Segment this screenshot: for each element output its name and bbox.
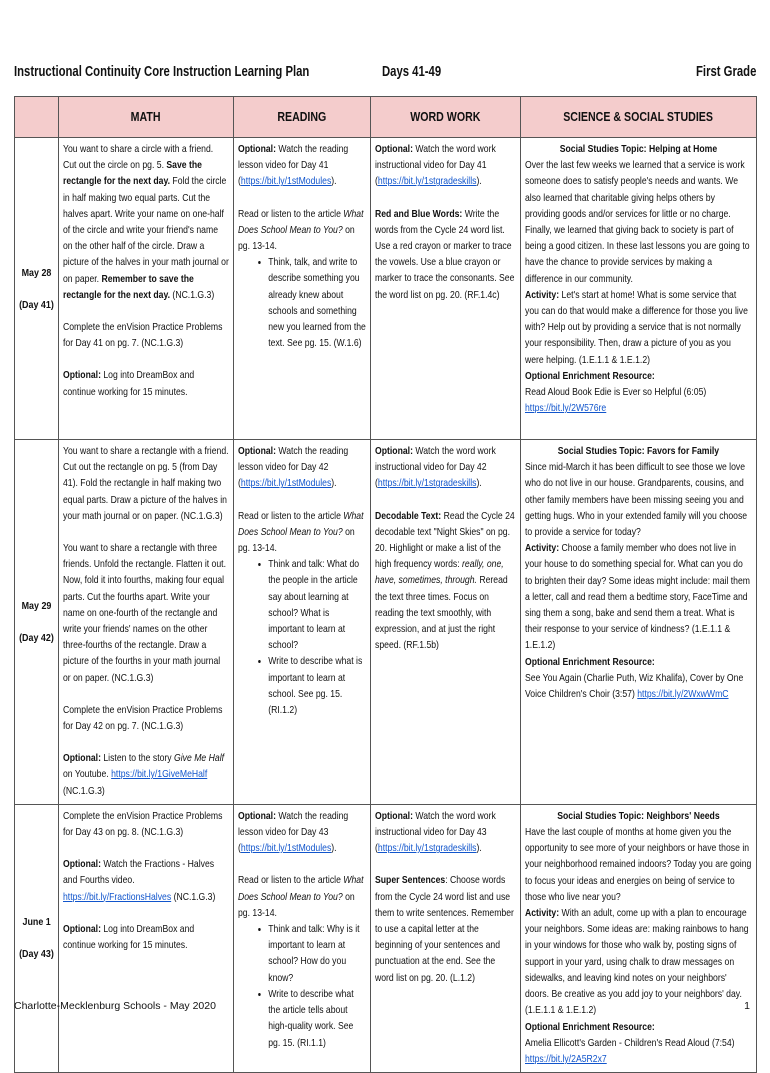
enrichment-link[interactable]: https://bit.ly/2W576re [525, 403, 607, 415]
word-work-video-link[interactable]: https://bit.ly/1stgradeskills [377, 478, 477, 490]
column-header-reading: READING [234, 97, 371, 138]
math-cell: You want to share a rectangle with a friend. Cut out the rectangle on pg. 5 (from Day 41). Fold the rectangle in half making two equal parts. Draw a picture of the halves in your math journal or on paper. (NC.1.G.3) You want to share a rectangle with three friends. Unfold the rectangle. Flatten it out. Now, fold it into fourths, making four equal parts. Cut the fourths apart. Write your name on one-fourth of the rectangle and write your friends' names on the other three-fourths of the rectangle. Draw a picture of the fourths in your math journal or on paper. (NC.1.G.3) Complete the enVision Practice Problems for Day 42 on pg. 7. (NC.1.G.3) Optional: Listen to the story Give Me Half on Youtube. https://bit.ly/1GiveMeHalf (NC.1.G.3) [59, 440, 234, 805]
science-cell: Social Studies Topic: Neighbors' Needs Have the last couple of months at home given you the opportunity to see more of your neighbors or have those in your neighborhood remained indoors? Today you are going to focus your ideas and energies on being of service to those who live near you? Activity: With an adult, come up with a plan to encourage your neighbors. Some ideas are: making rainbows to hang in your windows for those who walk by, posting signs of support in your yard, using chalk to draw messages on sidewalks, and leaving kind notes on your neighbors' doors. Be creative as you add joy to your neighbors' day. (1.E.1.1 & 1.E.1.2) Optional Enrichment Resource: Amelia Ellicott's Garden - Children's Read Aloud (7:54) https://bit.ly/2A5R2x7 [521, 804, 757, 1072]
math-cell: Complete the enVision Practice Problems for Day 43 on pg. 8. (NC.1.G.3) Optional: Watch the Fractions - Halves and Fourths video. https://bit.ly/FractionsHalves (NC.1.G.3) Optional: Log into DreamBox and continue working for 15 minutes. [59, 804, 234, 1072]
math-cell: You want to share a circle with a friend. Cut out the circle on pg. 5. Save the rectangle for the next day. Fold the circle in half making two equal parts. Cut the halves apart. Write your name on one-half of the circle and write your friend's name on the other half of the circle. Draw a picture of the halves in your math journal or on paper. Remember to save the rectangle for the next day. (NC.1.G.3) Complete the enVision Practice Problems for Day 41 on pg. 7. (NC.1.G.3) Optional: Log into DreamBox and continue working for 15 minutes. [59, 138, 234, 440]
page-number: 1 [744, 1000, 750, 1012]
topic-title: Social Studies Topic: Helping at Home [559, 144, 718, 155]
header-blank [15, 97, 59, 138]
science-cell: Social Studies Topic: Favors for Family Since mid-March it has been difficult to see those we love who do not live in our house. Grandparents, cousins, and other family members have been missing seeing you and getting hugs. Who in your extended family will you choose to provide a service for today? Activity: Choose a family member who does not live in your house to do something special for. What can you do to brighten their day? Some ideas might include: mail them a letter, call and read them a bedtime story, FaceTime and sing them a song, bake and send them a treat. What is their response to your service of kindness? (1.E.1.1 & 1.E.1.2) Optional Enrichment Resource: See You Again (Charlie Puth, Wiz Khalifa), Cover by One Voice Children's Choir (3:57) https://bit.ly/2WxwWmC [521, 440, 757, 805]
word-work-cell: Optional: Watch the word work instructional video for Day 42 (https://bit.ly/1stgradeskills). Decodable Text: Read the Cycle 24 decodable text "Night Skies" on pg. 20. Highlight or make a list of the high frequency words: really, one, have, sometimes, through. Reread the text three times. Focus on reading the text smoothly, with expression, and at just the right speed. (RF.1.5b) [371, 440, 521, 805]
day-cell [15, 440, 59, 805]
word-work-cell: Optional: Watch the word work instructional video for Day 41 (https://bit.ly/1stgradeskills). Red and Blue Words: Write the words from the Cycle 24 word list. Use a red crayon or marker to trace the vowels. Use a blue crayon or marker to trace the consonants. See the word list on pg. 20. (RF.1.4c) [371, 138, 521, 440]
document-header [14, 64, 756, 84]
list-item: • Think, talk, and write to describe something you already knew about schools and something new you learned from the text. See pg. 15. (W.1.6) [268, 255, 366, 352]
topic-title: Social Studies Topic: Favors for Family [557, 446, 720, 457]
day-label: (Day 41) [19, 298, 54, 311]
fractions-video-link[interactable]: https://bit.ly/FractionsHalves [63, 891, 172, 903]
reading-cell: Optional: Watch the reading lesson video for Day 42 (https://bit.ly/1stModules). Read or listen to the article What Does School Mean to You? on pg. 13-14. • Think and talk: What do the people in the article say about learning at school? What is important to learn at school? • Write to describe what is important to learn at school. See pg. 15. (RI.1.2) [234, 440, 371, 805]
plan-title: Instructional Continuity Core Instruction Learning Plan [14, 64, 310, 80]
day-cell [15, 138, 59, 440]
table-row [15, 138, 757, 440]
science-cell: Social Studies Topic: Helping at Home Over the last few weeks we learned that a service is work someone does to satisfy people's needs and wants. We also learned that charitable giving helps others by providing goods and/or services for little or no charge. Finally, we learned that giving back to society is part of being a good citizen. In these last lessons you are going to have the chance to provide services by making a difference in our community. Activity: Let's start at home! What is some service that you can do that would make a difference for those you live with? Help out by providing a service that is not normally your responsibility. Then, draw a picture of you as you were helping. (1.E.1.1 & 1.E.1.2) Optional Enrichment Resource: Read Aloud Book Edie is Ever so Helpful (6:05) https://bit.ly/2W576re [521, 138, 757, 440]
word-work-video-link[interactable]: https://bit.ly/1stgradeskills [377, 843, 477, 855]
table-header-row [15, 97, 757, 138]
reading-cell: Optional: Watch the reading lesson video for Day 43 (https://bit.ly/1stModules). Read or listen to the article What Does School Mean to You? on pg. 13-14. • Think and talk: Why is it important to learn at school? How do you know? • Write to describe what the article tells about high-quality work. See pg. 15. (RI.1.1) [234, 804, 371, 1072]
list-item: • Write to describe what the article tells about high-quality work. See pg. 15. (RI.1.1) [268, 987, 366, 1052]
days-range: Days 41-49 [382, 64, 442, 80]
day-label: (Day 43) [19, 948, 54, 961]
date-label: May 28 [21, 266, 52, 279]
reading-cell: Optional: Watch the reading lesson video for Day 41 (https://bit.ly/1stModules). Read or listen to the article What Does School Mean to You? on pg. 13-14. • Think, talk, and write to describe something you already knew about schools and something new you learned from the text. See pg. 15. (W.1.6) [234, 138, 371, 440]
column-header-word-work: WORD WORK [371, 97, 521, 138]
topic-title: Social Studies Topic: Neighbors' Needs [557, 810, 720, 822]
enrichment-link[interactable]: https://bit.ly/2A5R2x7 [525, 1053, 607, 1065]
table-row [15, 440, 757, 805]
date-label: May 29 [21, 599, 52, 612]
grade-level: First Grade [695, 64, 756, 80]
reading-video-link[interactable]: https://bit.ly/1stModules [240, 478, 332, 490]
list-item: • Think and talk: Why is it important to learn at school? How do you know? [268, 922, 366, 987]
list-item: • Write to describe what is important to learn at school. See pg. 15. (RI.1.2) [268, 654, 366, 719]
learning-plan-table [14, 96, 757, 1073]
word-work-cell: Optional: Watch the word work instructional video for Day 43 (https://bit.ly/1stgradeskills). Super Sentences: Choose words from the Cycle 24 word list and use them to write sentences. Remember to use a capital letter at the beginning of your sentences and punctuation at the end. See the word list on pg. 20. (L.1.2) [371, 804, 521, 1072]
reading-video-link[interactable]: https://bit.ly/1stModules [240, 843, 332, 855]
footer-text: Charlotte-Mecklenburg Schools - May 2020 [14, 1000, 216, 1012]
day-cell [15, 804, 59, 1072]
date-label: June 1 [22, 916, 51, 929]
enrichment-link[interactable]: https://bit.ly/2WxwWmC [637, 689, 729, 701]
word-work-video-link[interactable]: https://bit.ly/1stgradeskills [377, 176, 477, 188]
story-video-link[interactable]: https://bit.ly/1GiveMeHalf [111, 769, 208, 781]
column-header-math: MATH [59, 97, 234, 138]
column-header-science-social-studies: SCIENCE & SOCIAL STUDIES [521, 97, 757, 138]
table-row [15, 804, 757, 1072]
list-item: • Think and talk: What do the people in the article say about learning at school? What is important to learn at school? [268, 557, 366, 654]
day-label: (Day 42) [19, 631, 54, 644]
reading-video-link[interactable]: https://bit.ly/1stModules [240, 176, 332, 188]
